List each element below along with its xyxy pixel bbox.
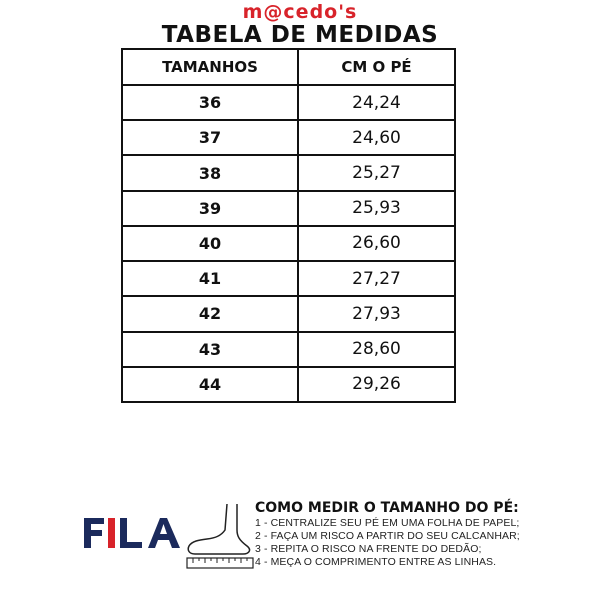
size-cell: 42 [122, 296, 298, 331]
foot-on-ruler-icon [185, 500, 255, 570]
cm-cell: 27,27 [298, 261, 455, 296]
table-row [122, 85, 455, 120]
size-cell: 43 [122, 332, 298, 367]
table-row [122, 191, 455, 226]
list-item: 1 - CENTRALIZE SEU PÉ EM UMA FOLHA DE PAPEL; [255, 517, 520, 529]
table-row [122, 296, 455, 331]
size-cell: 40 [122, 226, 298, 261]
table-row [122, 226, 455, 261]
table-header-row [122, 49, 455, 85]
column-header-cm: CM O PÉ [298, 49, 455, 85]
table-row [122, 261, 455, 296]
size-cell: 36 [122, 85, 298, 120]
cm-cell: 28,60 [298, 332, 455, 367]
cm-cell: 24,24 [298, 85, 455, 120]
fila-logo [82, 512, 188, 552]
cm-cell: 25,27 [298, 155, 455, 190]
page-title: TABELA DE MEDIDAS [161, 22, 439, 48]
cm-cell: 29,26 [298, 367, 455, 402]
column-header-sizes: TAMANHOS [122, 49, 298, 85]
list-item: 3 - REPITA O RISCO NA FRENTE DO DEDÃO; [255, 543, 482, 555]
how-to-measure [255, 500, 595, 569]
size-cell: 39 [122, 191, 298, 226]
table-row [122, 332, 455, 367]
size-cell: 44 [122, 367, 298, 402]
cm-cell: 27,93 [298, 296, 455, 331]
size-table [121, 48, 456, 403]
size-cell: 37 [122, 120, 298, 155]
brand-logo: m@cedo's [242, 1, 358, 23]
cm-cell: 25,93 [298, 191, 455, 226]
table-row [122, 367, 455, 402]
size-cell: 41 [122, 261, 298, 296]
table-row [122, 155, 455, 190]
cm-cell: 26,60 [298, 226, 455, 261]
how-to-title: COMO MEDIR O TAMANHO DO PÉ: [255, 500, 519, 516]
size-cell: 38 [122, 155, 298, 190]
cm-cell: 24,60 [298, 120, 455, 155]
list-item: 2 - FAÇA UM RISCO A PARTIR DO SEU CALCANHAR; [255, 530, 520, 542]
list-item: 4 - MEÇA O COMPRIMENTO ENTRE AS LINHAS. [255, 556, 497, 568]
steps-list [255, 517, 595, 569]
table-row [122, 120, 455, 155]
